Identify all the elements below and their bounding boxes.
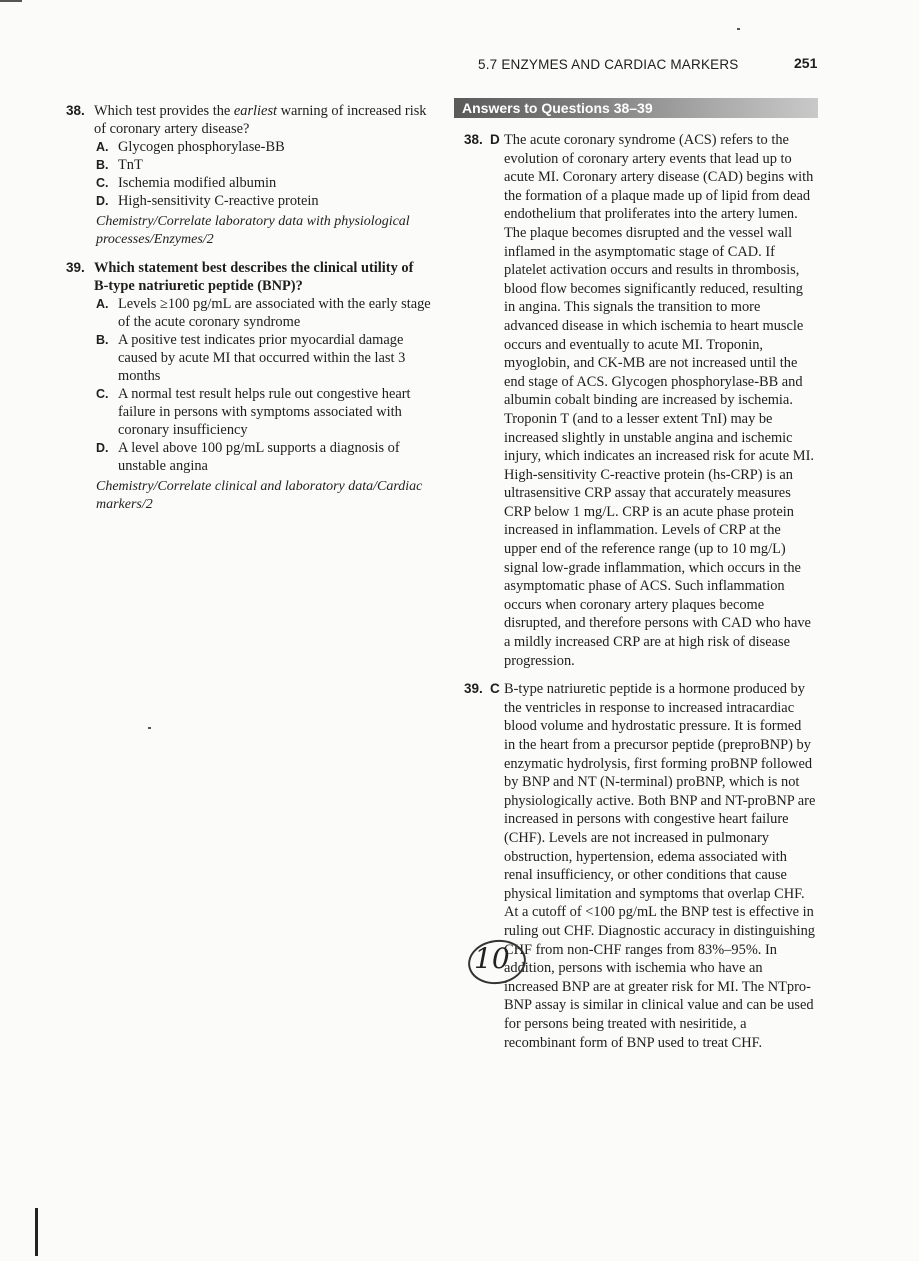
scan-speck xyxy=(737,28,740,30)
option-text: A level above 100 pg/mL supports a diagnosis of unstable angina xyxy=(118,440,400,474)
stem-emphasis: earliest xyxy=(233,103,278,119)
question-category: Chemistry/Correlate laboratory data with physiological processes/Enzymes/2 xyxy=(96,214,410,247)
answer-key: D xyxy=(490,132,500,147)
option-b xyxy=(94,331,431,385)
option-text: High-sensitivity C-reactive protein xyxy=(118,193,319,209)
handwritten-note: 10 xyxy=(474,942,510,975)
answer-options xyxy=(94,295,431,475)
option-text: A normal test result helps rule out congestive heart failure in persons with symptoms associated with coronary insufficiency xyxy=(118,386,411,438)
margin-line xyxy=(35,1208,38,1256)
stem-text: Which test provides the xyxy=(94,103,234,119)
option-letter: A. xyxy=(96,140,109,154)
option-letter: A. xyxy=(96,297,109,311)
option-d xyxy=(94,192,431,210)
answers-banner: Answers to Questions 38–39 xyxy=(454,98,818,118)
scan-corner-mark xyxy=(0,0,22,10)
scan-speck xyxy=(148,727,151,729)
option-text: Glycogen phosphorylase-BB xyxy=(118,139,285,155)
option-letter: B. xyxy=(96,333,109,347)
option-letter: C. xyxy=(96,387,109,401)
option-text: TnT xyxy=(118,157,143,173)
option-a xyxy=(94,138,431,156)
stem-text: warning of increased risk of coronary artery disease? xyxy=(94,103,427,137)
questions-column xyxy=(66,102,431,524)
running-head: 5.7 ENZYMES AND CARDIAC MARKERS xyxy=(478,57,739,72)
option-text: A positive test indicates prior myocardial damage caused by acute MI that occurred within the last 3 months xyxy=(118,332,406,384)
question-38 xyxy=(66,102,431,249)
answer-number: 39. xyxy=(464,681,483,697)
answer-key: C xyxy=(490,681,500,697)
option-letter: D. xyxy=(96,194,109,208)
option-letter: C. xyxy=(96,176,109,190)
answer-explanation: B-type natriuretic peptide is a hormone produced by the ventricles in response to increased intracardiac blood volume and hydrostatic pressure. It is formed in the heart from a precursor peptide (preproBNP) by enzymatic hydrolysis, first forming proBNP followed by BNP and NT (N-terminal) proBNP, which is not physiologically active. Both BNP and NT-proBNP are increased in persons with congestive heart failure (CHF). Levels are not increased in pulmonary obstruction, hypertension, edema associated with renal insufficiency, or other conditions that cause physical limitation and symptoms that overlap CHF. At a cutoff of <100 pg/mL the BNP test is effective in ruling out CHF. Diagnostic accuracy in distinguishing CHF from non-CHF ranges from 83%–95%. In addition, persons with ischemia who have an increased BNP are at greater risk for MI. The NTpro-BNP assay is similar in clinical value and can be used for persons being treated with nesiritide, a recombinant form of BNP used to treat CHF. xyxy=(504,681,816,1051)
option-letter: D. xyxy=(96,441,109,455)
question-stem xyxy=(94,102,431,138)
option-text: Ischemia modified albumin xyxy=(118,175,277,191)
page-number: 251 xyxy=(794,55,818,71)
question-stem: Which statement best describes the clinical utility of B-type natriuretic peptide (BNP)? xyxy=(94,260,414,294)
option-text: Levels ≥100 pg/mL are associated with the early stage of the acute coronary syndrome xyxy=(118,296,431,330)
option-b xyxy=(94,156,431,174)
answer-number: 38. xyxy=(464,132,483,147)
question-39 xyxy=(66,259,431,514)
option-d xyxy=(94,439,431,475)
option-c xyxy=(94,385,431,439)
question-number: 38. xyxy=(66,103,85,118)
option-a xyxy=(94,295,431,331)
answers-column xyxy=(464,131,816,1062)
option-c xyxy=(94,174,431,192)
answer-options xyxy=(94,138,431,210)
answer-38 xyxy=(464,131,816,670)
question-number: 39. xyxy=(66,260,85,275)
answer-explanation: The acute coronary syndrome (ACS) refers to the evolution of coronary artery events that lead up to acute MI. Coronary artery disease (CAD) begins with the formation of a plaque made up of lipid from dead endothelium that proliferates into the artery lumen. The plaque becomes disrupted and the vessel wall inflamed in the asymptomatic stage of CAD. If platelet activation occurs and results in thrombosis, blood flow becomes significantly reduced, resulting in angina. This signals the transition to more advanced disease in which ischemia to heart muscle occurs and eventually to acute MI. Troponin, myoglobin, and CK-MB are not increased until the end stage of ACS. Glycogen phosphorylase-BB and albumin cobalt binding are increased by ischemia. Troponin T (and to a lesser extent TnI) may be increased slightly in unstable angina and ischemic injury, which indicates an increased risk for acute MI. High-sensitivity C-reactive protein (hs-CRP) is an ultrasensitive CRP assay that accurately measures CRP below 1 mg/L. CRP is an acute phase protein increased in inflammation. Levels of CRP at the upper end of the reference range (up to 10 mg/L) signal low-grade inflammation, which occurs in the asymptomatic phase of ACS. Such inflammation occurs when coronary artery plaques become disrupted, and therefore persons with CAD who have a mildly increased CRP are at high risk of disease progression. xyxy=(504,132,814,669)
option-letter: B. xyxy=(96,158,109,172)
answer-39 xyxy=(464,680,816,1052)
question-category: Chemistry/Correlate clinical and laboratory data/Cardiac markers/2 xyxy=(96,479,423,512)
